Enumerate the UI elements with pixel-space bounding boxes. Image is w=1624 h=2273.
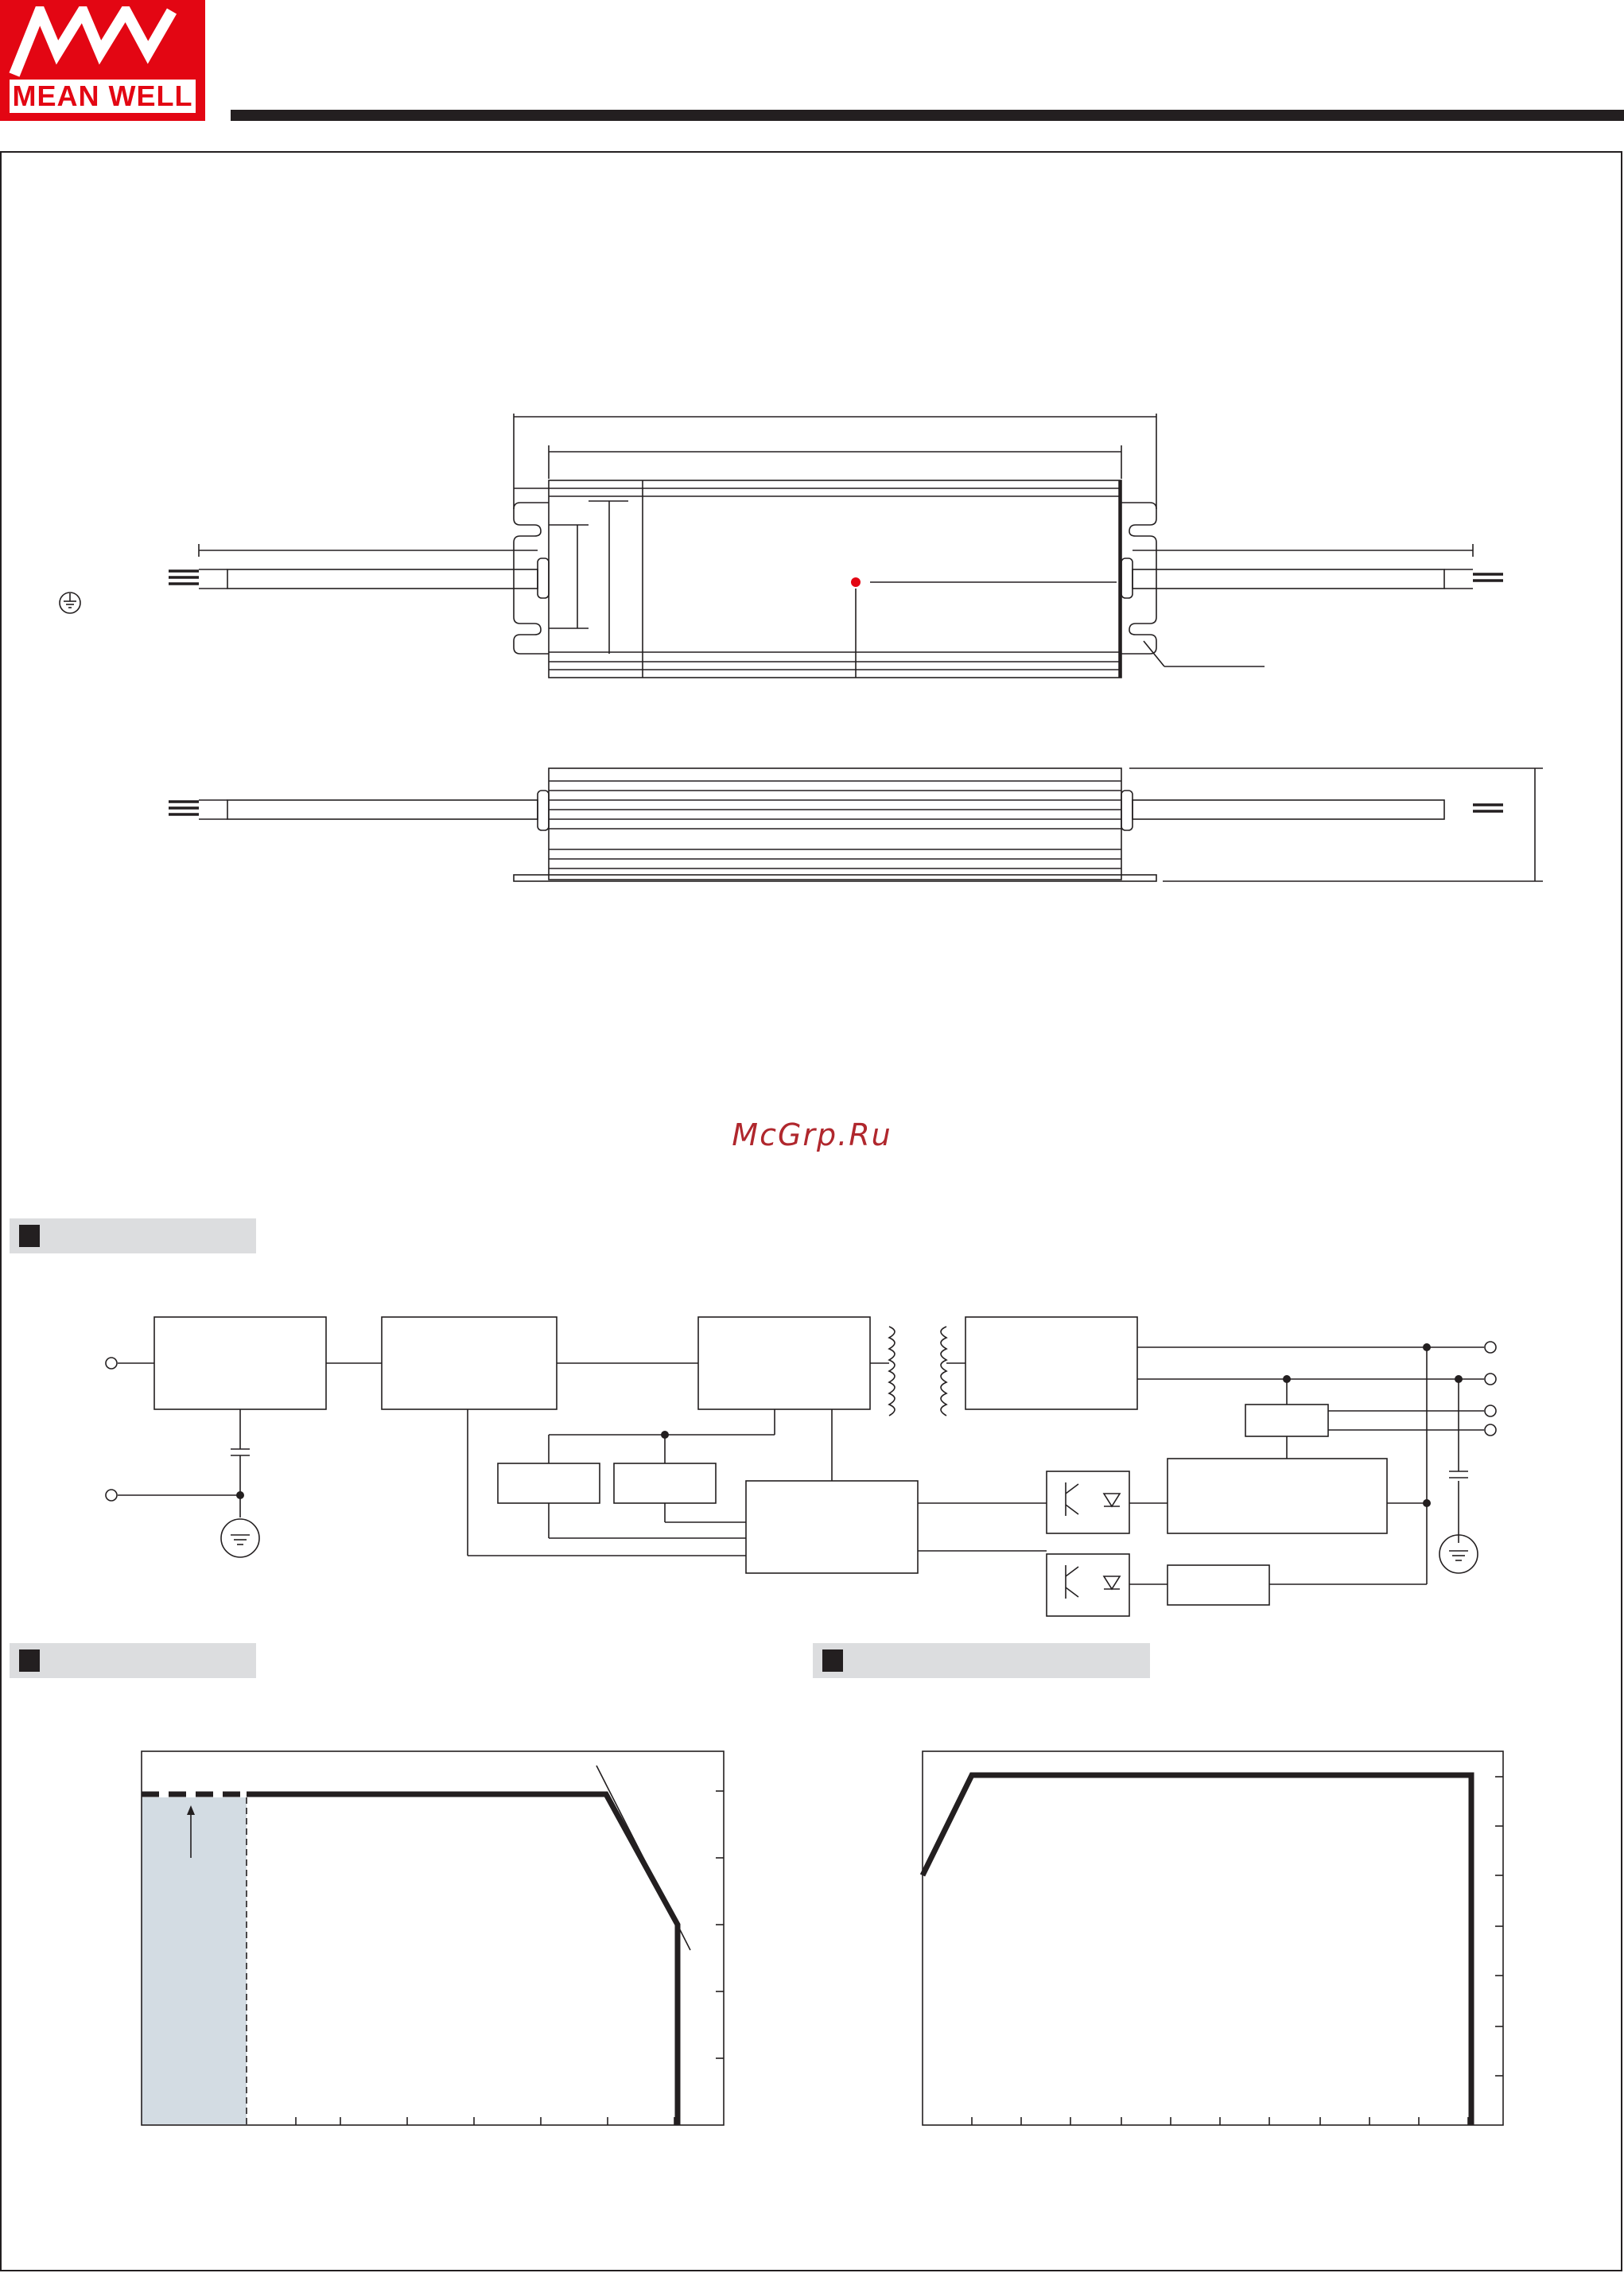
- logo-brand-name: MEAN WELL: [10, 80, 196, 113]
- static-characteristics-chart: [923, 1751, 1503, 2125]
- watermark: McGrp.Ru: [732, 1117, 892, 1152]
- derating-chart: [142, 1751, 724, 2125]
